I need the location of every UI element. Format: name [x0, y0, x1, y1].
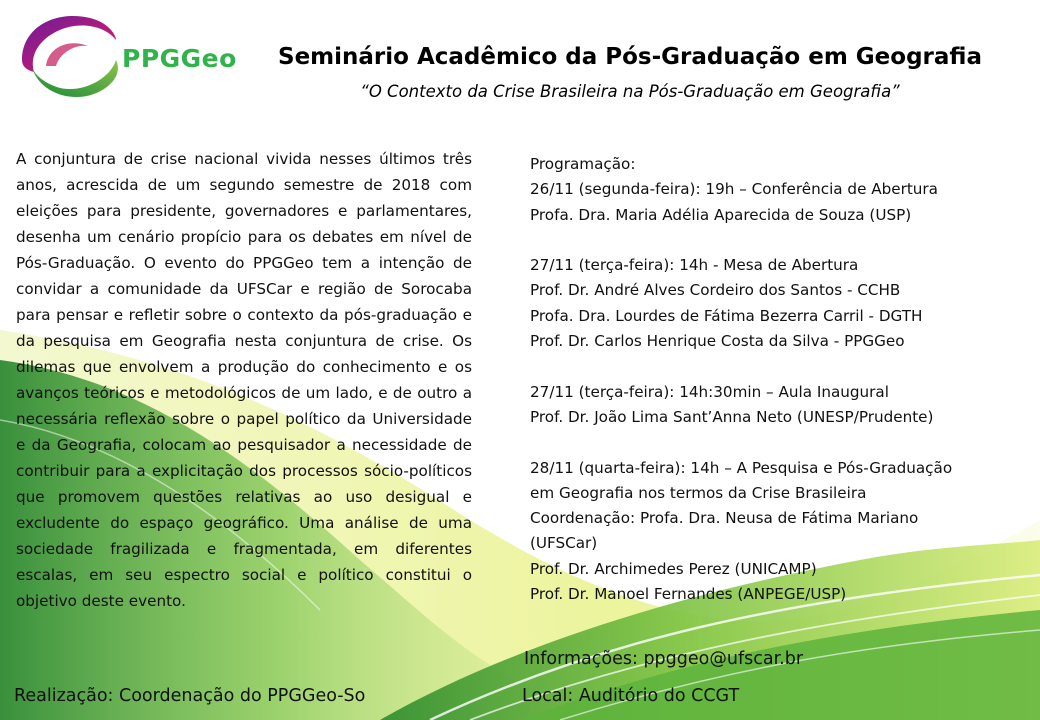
ppggeo-logo — [12, 8, 242, 108]
program-spacer — [530, 430, 1020, 455]
program-heading: Programação: — [530, 155, 636, 173]
program-item-1-line-1: 26/11 (segunda-feira): 19h – Conferência de Abertura — [530, 180, 938, 199]
program-item-2-line-4: Prof. Dr. Carlos Henrique Costa da Silva - PPGGeo — [530, 332, 905, 351]
program-item-2-line-2: Prof. Dr. André Alves Cordeiro dos Santos - CCHB — [530, 281, 901, 300]
organizer-text: Realização: Coordenação do PPGGeo-So — [14, 686, 366, 706]
page-title: Seminário Acadêmico da Pós-Graduação em Geografia — [278, 44, 982, 70]
program-item-4-line-1: 28/11 (quarta-feira): 14h – A Pesquisa e Pós-Graduação — [530, 458, 953, 477]
program-item-1-line-2: Profa. Dra. Maria Adélia Aparecida de Souza (USP) — [530, 205, 912, 224]
venue-text: Local: Auditório do CCGT — [522, 686, 740, 706]
program-section — [530, 152, 1020, 607]
program-item-4-line-6: Prof. Dr. Manoel Fernandes (ANPEGE/USP) — [530, 585, 847, 604]
program-item-4-line-2: em Geografia nos termos da Crise Brasileira — [530, 483, 867, 502]
page-subtitle: “O Contexto da Crise Brasileira na Pós-Graduação em Geografia” — [360, 82, 900, 101]
contact-info: Informações: ppggeo@ufscar.br — [524, 649, 804, 669]
program-item-3-line-2: Prof. Dr. João Lima Sant’Anna Neto (UNESP/Prudente) — [530, 407, 934, 426]
program-item-3-line-1: 27/11 (terça-feira): 14h:30min – Aula Inaugural — [530, 382, 889, 401]
program-item-2-line-3: Profa. Dra. Lourdes de Fátima Bezerra Carril - DGTH — [530, 306, 923, 325]
program-spacer — [530, 354, 1020, 379]
program-item-4-line-3: Coordenação: Profa. Dra. Neusa de Fátima Mariano — [530, 509, 919, 528]
program-item-4-line-5: Prof. Dr. Archimedes Perez (UNICAMP) — [530, 559, 817, 578]
program-item-2-line-1: 27/11 (terça-feira): 14h - Mesa de Abertura — [530, 256, 859, 275]
program-spacer — [530, 228, 1020, 253]
intro-paragraph: A conjuntura de crise nacional vivida nesses últimos três anos, acrescida de um segundo semestre de 2018 com eleições para presidente, governadores e parlamentares, desenha um cenário propício para os debates em nível de Pós-Graduação. O evento do PPGGeo tem a intenção de convidar a comunidade da UFSCar e região de Sorocaba para pensar e refletir sobre o contexto da pós-graduação e da pesquisa em Geografia nesta conjuntura de crise. Os dilemas que envolvem a produção do conhecimento e os avanços teóricos e metodológicos de um lado, e de outro a necessária reflexão sobre o papel político da Universidade e da Geografia, colocam ao pesquisador a necessidade de contribuir para a explicitação dos processos sócio-políticos que promovem questões relativas ao uso desigual e excludente do espaço geográfico. Uma análise de uma sociedade fragilizada e fragmentada, em diferentes escalas, em seu espectro social e político constitui o objetivo deste evento. — [16, 150, 472, 610]
logo-text: PPGGeo — [122, 44, 237, 73]
program-item-4-line-4: (UFSCar) — [530, 534, 598, 553]
logo-swirl-icon — [12, 8, 122, 108]
